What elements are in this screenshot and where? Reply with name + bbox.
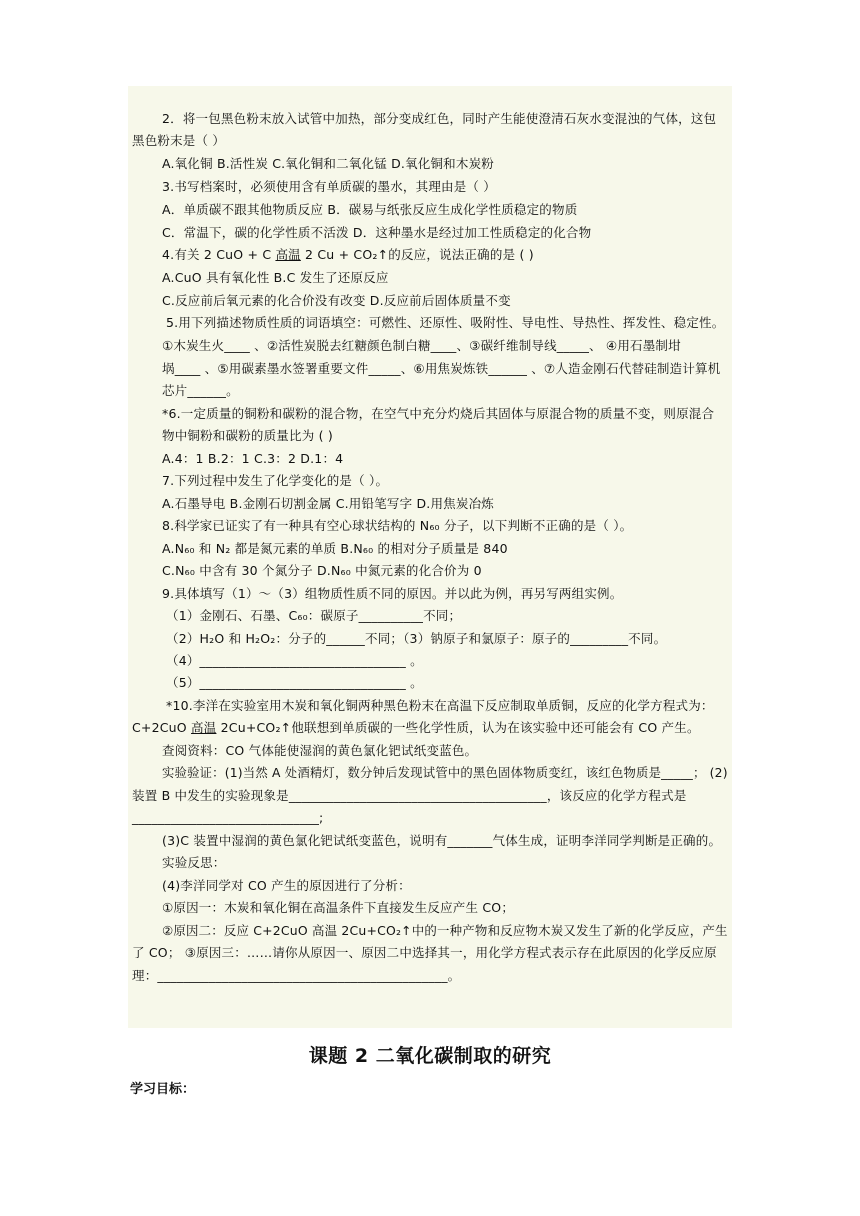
q10-line2 (132, 720, 700, 736)
q10-line9: (4)李洋同学对 CO 产生的原因进行了分析： (162, 878, 411, 893)
q5-stem: 5.用下列描述物质性质的词语填空：可燃性、还原性、吸附性、导电性、导热性、挥发性、稳定性。 (166, 315, 725, 330)
q3-stem: 3.书写档案时，必须使用含有单质碳的墨水，其理由是（ ） (162, 179, 497, 194)
q3-options-ab: A．单质碳不跟其他物质反应 B．碳易与纸张反应生成化学性质稳定的物质 (162, 202, 578, 217)
q4-stem-pre: 4.有关 2 CuO + C (162, 247, 276, 262)
q10-line3: 查阅资料：CO 气体能使湿润的黄色氯化钯试纸变蓝色。 (162, 743, 478, 758)
q5-line1: ①木炭生火____ 、②活性炭脱去红糖颜色制白糖____、③碳纤维制导线_____、 ④用石墨制坩 (162, 338, 681, 353)
q10-line5: 装置 B 中发生的实验现象是________________________________________，该反应的化学方程式是 (132, 788, 687, 803)
q4-stem-post: 2 Cu + CO₂↑的反应，说法正确的是 ( ) (300, 247, 534, 262)
q10-line12: 了 CO； ③原因三：……请你从原因一、原因二中选择其一，用化学方程式表示存在此原因的化学反应原 (132, 945, 717, 960)
q10-line11: ②原因二：反应 C+2CuO 高温 2Cu+CO₂↑中的一种产物和反应物木炭又发生了新的化学反应，产生 (162, 923, 728, 938)
learning-goals-label: 学习目标： (130, 1082, 196, 1097)
q8-options-cd: C.N₆₀ 中含有 30 个氮分子 D.N₆₀ 中氮元素的化合价为 0 (162, 563, 482, 578)
q10-line4: 实验验证：(1)当然 A 处酒精灯，数分钟后发现试管中的黑色固体物质变红，该红色物质是_____； (2) (162, 765, 728, 780)
q2-line2: 黑色粉末是（ ） (132, 133, 226, 148)
q10-line8: 实验反思： (162, 855, 226, 870)
q9-stem: 9.具体填写（1）～（3）组物质性质不同的原因。并以此为例，再另写两组实例。 (162, 586, 623, 601)
q6-options: A.4：1 B.2：1 C.3：2 D.1：4 (162, 451, 344, 466)
q5-line2: 埚____ 、⑤用碳素墨水签署重要文件_____、⑥用焦炭炼铁______ 、⑦人造金刚石代替硅制造计算机 (162, 361, 721, 376)
q8-options-ab: A.N₆₀ 和 N₂ 都是氮元素的单质 B.N₆₀ 的相对分子质量是 840 (162, 541, 508, 556)
q10-line7: (3)C 装置中湿润的黄色氯化钯试纸变蓝色，说明有_______气体生成，证明李洋同学判断是正确的。 (162, 833, 722, 848)
q7-stem: 7.下列过程中发生了化学变化的是（ ）。 (162, 473, 389, 488)
q10-line6: _____________________________; (132, 810, 324, 825)
q10-line10: ①原因一：木炭和氧化铜在高温条件下直接发生反应产生 CO； (162, 900, 515, 915)
q10-line2-post: 2Cu+CO₂↑他联想到单质碳的一些化学性质，认为在该实验中还可能会有 CO 产生。 (216, 720, 700, 735)
q6-line1: *6.一定质量的铜粉和碳粉的混合物，在空气中充分灼烧后其固体与原混合物的质量不变，则原混合 (162, 406, 715, 421)
q2-line1: 2．将一包黑色粉末放入试管中加热，部分变成红色，同时产生能使澄清石灰水变混浊的气体，这包 (162, 111, 717, 126)
q4-options-cd: C.反应前后氧元素的化合价没有改变 D.反应前后固体质量不变 (162, 293, 511, 308)
q10-line1: *10.李洋在实验室用木炭和氧化铜两种黑色粉末在高温下反应制取单质铜，反应的化学方程式为： (166, 698, 714, 713)
q4-options-ab: A.CuO 具有氧化性 B.C 发生了还原反应 (162, 270, 389, 285)
q7-options: A.石墨导电 B.金刚石切割金属 C.用铅笔写字 D.用焦炭冶炼 (162, 496, 494, 511)
q5-line3: 芯片______。 (162, 383, 239, 398)
q6-line2: 物中铜粉和碳粉的质量比为 ( ) (162, 428, 333, 443)
section-title: 课题 2 二氧化碳制取的研究 (308, 1045, 552, 1067)
q4-condition: 高温 (275, 247, 301, 262)
q8-stem: 8.科学家已证实了有一种具有空心球状结构的 N₆₀ 分子，以下判断不正确的是（ ）。 (162, 518, 633, 533)
q4-stem (162, 247, 534, 263)
exercise-block (128, 86, 732, 1028)
q10-condition: 高温 (191, 720, 217, 735)
q10-line13: 理：_____________________________________________。 (132, 968, 461, 983)
q9-item4: （4）________________________________ 。 (166, 653, 423, 668)
q9-item5: （5）________________________________ 。 (166, 675, 423, 690)
q3-options-cd: C．常温下，碳的化学性质不活泼 D．这种墨水是经过加工性质稳定的化合物 (162, 225, 592, 240)
q9-item2: （2）H₂O 和 H₂O₂：分子的______不同；（3）钠原子和氯原子：原子的_________不同。 (166, 631, 667, 646)
q2-options: A.氧化铜 B.活性炭 C.氧化铜和二氧化锰 D.氧化铜和木炭粉 (162, 156, 494, 171)
q10-line2-pre: C+2CuO (132, 720, 192, 735)
q9-item1: （1）金刚石、石墨、C₆₀：碳原子__________不同； (166, 608, 462, 623)
